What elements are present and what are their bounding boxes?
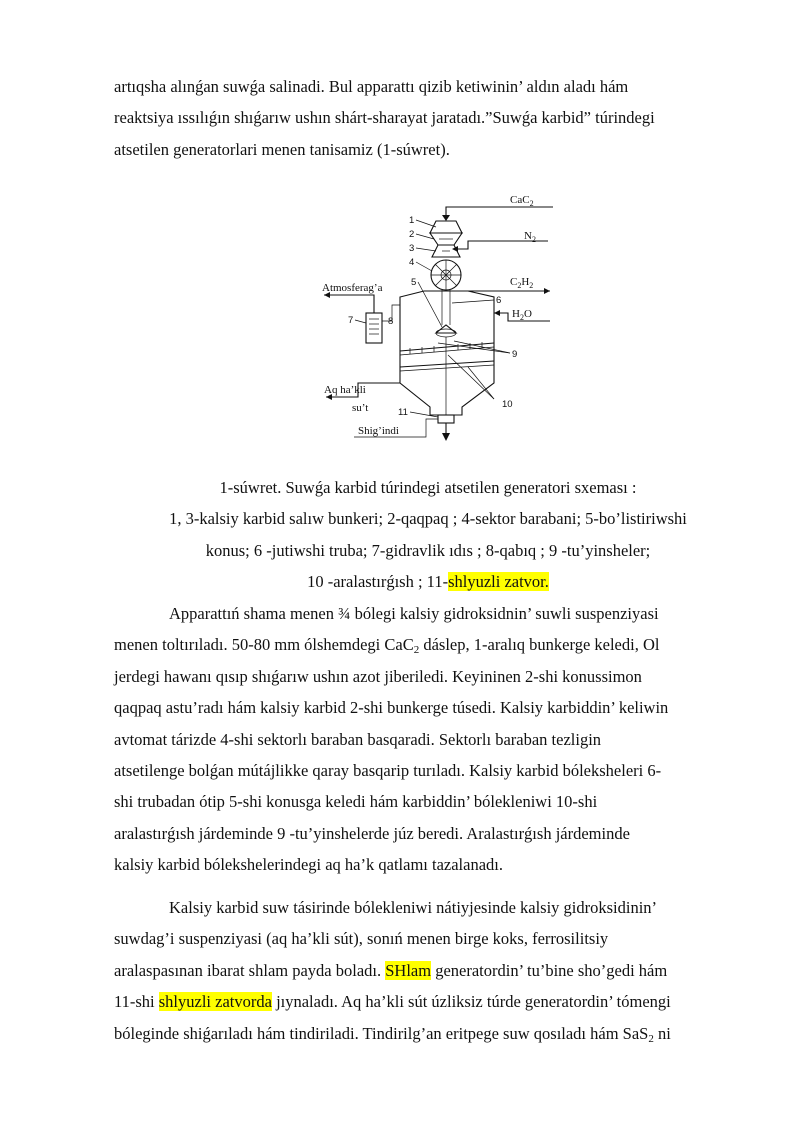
label-sludge: Shig’indi bbox=[358, 425, 399, 437]
caption-line-4: 10 -aralastırǵısh ; 11-shlyuzli zatvor. bbox=[307, 572, 549, 592]
caption-line-3: konus; 6 -jutiwshi truba; 7-gidravlik ıdıs ; 8-qabıq ; 9 -tu’yinsheler; bbox=[205, 540, 651, 560]
number-10: 10 bbox=[502, 399, 513, 410]
number-2: 2 bbox=[409, 229, 415, 240]
label-milk-line1: Aq ha’kli bbox=[324, 384, 366, 396]
figure-caption bbox=[100, 472, 756, 598]
intro-line-2: reaktsiya ıssılıǵın shıǵarıw ushın shárt-sharayat jaratadı.”Suwǵa karbid” túrindegi bbox=[114, 108, 655, 128]
number-7: 7 bbox=[348, 315, 354, 326]
label-cac2: CaC$_2$ bbox=[510, 194, 534, 208]
label-c2h2: $C_2H_2$ bbox=[510, 276, 534, 290]
highlight-shlyuzli-zatvorda: shlyuzli zatvorda bbox=[158, 992, 272, 1012]
number-11: 11 bbox=[398, 407, 408, 418]
intro-line-3: atsetilen generatorlari menen tanisamiz (1-súwret). bbox=[114, 139, 450, 159]
number-9: 9 bbox=[512, 349, 518, 360]
label-milk-line2: su’t bbox=[352, 402, 369, 414]
generator-diagram bbox=[318, 187, 560, 449]
intro-paragraph bbox=[114, 71, 742, 165]
number-5: 5 bbox=[411, 277, 417, 288]
highlight-shlam: SHlam bbox=[385, 960, 432, 980]
label-h2o: $H_2O$ bbox=[512, 308, 532, 322]
body-paragraph-3: Kalsiy karbid suw tásirinde bólekleniwi nátiyjesinde kalsiy gidroksidinin’ suwdag’i suspenziyasi (aq ha’kli sút), sonıń menen birge koks, ferrosilitsiy aralaspasınan ibarat shlam payda boladı. SHlam generatordin’ tu’bine sho’gedi hám 11-shi shlyuzli zatvorda jıynaladı. Aq ha’kli sút úzliksiz túrde generatordin’ tómengi bóleginde shiǵarıladı hám tindiriladi. Tindirilg’an eritpege suw qosıladı hám SaS$_2$ ni bbox=[114, 898, 671, 1045]
number-3: 3 bbox=[409, 243, 415, 254]
label-atmosphere: Atmosferag’a bbox=[322, 282, 383, 294]
body-paragraph-2: Apparattıń shama menen ¾ bólegi kalsiy gidroksidnin’ suwli suspenziyasi menen toltırıladı. 50-80 mm ólshemdegi CaC$_2$ dáslep, 1-aralıq bunkerge keledi, Ol jerdegi hawanı qısıp shıǵarıw ushın azot jiberiledi. Keyininen 2-shi konussimon qaqpaq astu’radı hám kalsiy karbid 2-shi bunkerge túsedi. Kalsiy karbiddin’ keliwin avtomat tárizde 4-shi sektorlı baraban basqaradi. Sektorlı baraban tezligin atsetilenge bolǵan mútájlikke qaray basqarip turıladı. Kalsiy karbid bóleksheleri 6- shi trubadan ótip 5-shi konusga keledi hám karbiddin’ bólekleniwi 10-shi aralastırǵısh járdeminde 9 -tu’yinshelerde júz beredi. Aralastırǵısh járdeminde kalsiy karbid bólekshelerindegi aq ha’k qatlamı tazalanadı. bbox=[114, 604, 669, 875]
intro-line-1: artıqsha alınǵan suwǵa salinadi. Bul apparattı qizib ketiwinin’ aldın aladı hám bbox=[114, 77, 629, 96]
caption-line-2: 1, 3-kalsiy karbid salıw bunkeri; 2-qaqpaq ; 4-sektor barabani; 5-bo’listiriwshi bbox=[169, 509, 687, 529]
caption-title: 1-súwret. Suwǵa karbid túrindegi atsetilen generatori sxeması : bbox=[219, 478, 637, 497]
label-n2: $N_2$ bbox=[524, 230, 536, 244]
number-1: 1 bbox=[409, 215, 415, 226]
number-4: 4 bbox=[409, 257, 415, 268]
highlight-shlyuzli-zatvor: shlyuzli zatvor. bbox=[448, 572, 549, 592]
number-8: 8 bbox=[388, 316, 394, 327]
number-6: 6 bbox=[496, 295, 502, 306]
